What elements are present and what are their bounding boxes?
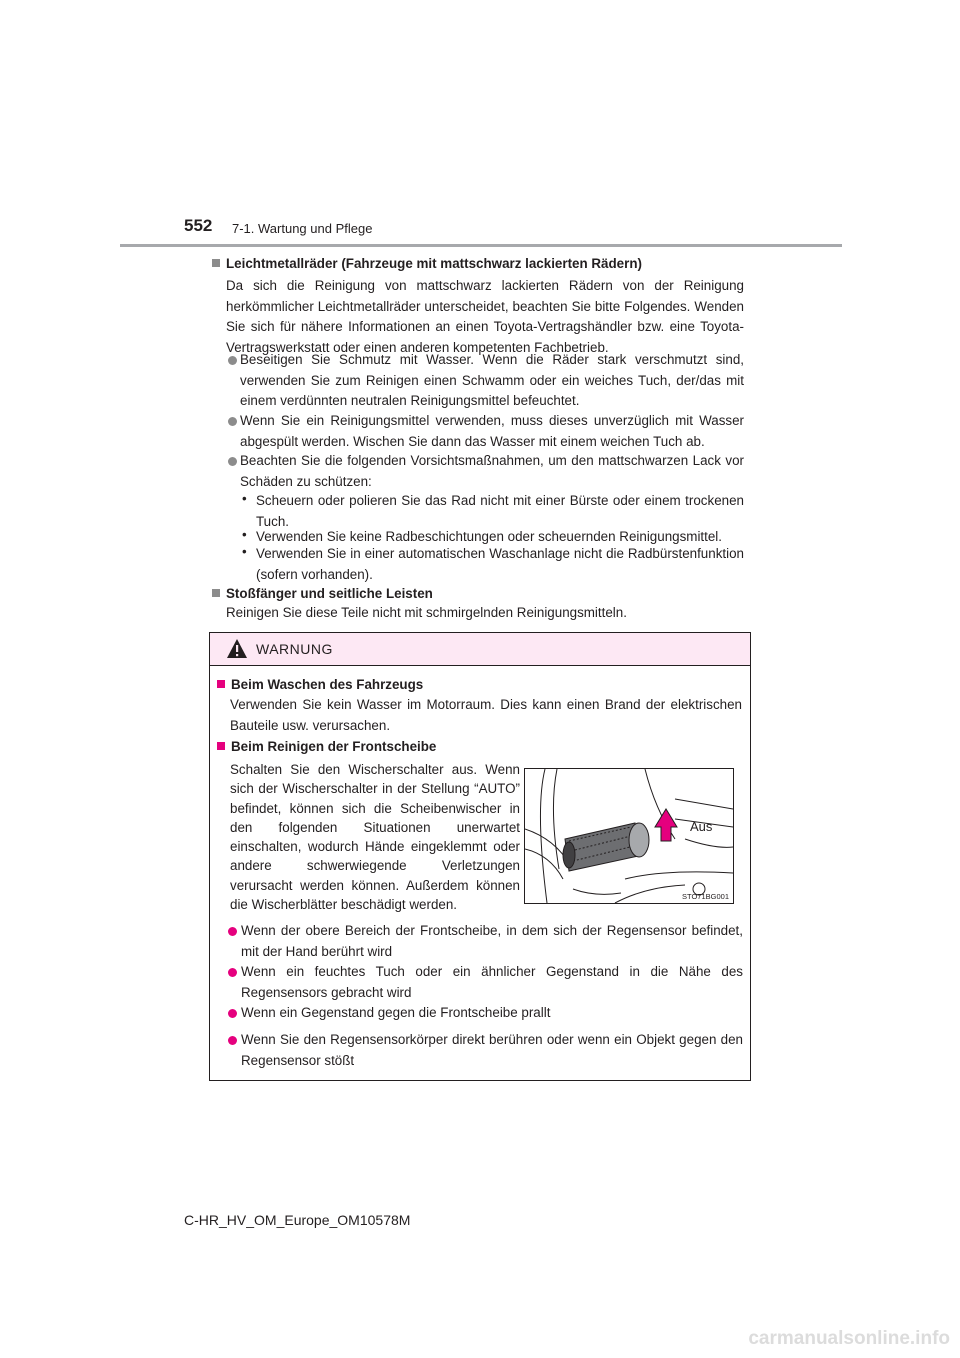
figure-code: STO71BG001 bbox=[682, 892, 729, 901]
wiper-switch-figure bbox=[524, 768, 734, 904]
bullet-icon bbox=[228, 417, 237, 426]
warning-triangle-icon bbox=[226, 638, 248, 659]
section-title: 7-1. Wartung und Pflege bbox=[232, 221, 373, 236]
bullet-icon bbox=[228, 356, 237, 365]
warning-bullet-3: Wenn ein Gegenstand gegen die Frontscheibe prallt bbox=[241, 1005, 551, 1020]
warning-bullet-1: Wenn der obere Bereich der Frontscheibe, in dem sich der Regensensor befindet, mit der Hand berührt wird bbox=[241, 923, 743, 959]
alloy-bullet-2: Wenn Sie ein Reinigungsmittel verwenden, muss dieses unverzüglich mit Wasser abgespült werden. Wischen Sie dann das Wasser mit einem weichen Tuch ab. bbox=[240, 413, 744, 449]
alloy-sub-item-1: Scheuern oder polieren Sie das Rad nicht mit einer Bürste oder einem trockenen Tuch. bbox=[256, 493, 744, 529]
bullet-icon bbox=[228, 1036, 237, 1045]
bullet-icon bbox=[228, 968, 237, 977]
sub-bullet-dot: • bbox=[242, 527, 247, 542]
document-id: C-HR_HV_OM_Europe_OM10578M bbox=[184, 1212, 411, 1228]
alloy-heading: Leichtmetallräder (Fahrzeuge mit mattschwarz lackierten Rädern) bbox=[212, 256, 642, 271]
warning-bullet-2: Wenn ein feuchtes Tuch oder ein ähnlicher Gegenstand in die Nähe des Regensensors gebracht wird bbox=[241, 964, 743, 1000]
alloy-bullet-3: Beachten Sie die folgenden Vorsichtsmaßnahmen, um den mattschwarzen Lack vor Schäden zu schützen: bbox=[240, 453, 744, 489]
sub-bullet-dot: • bbox=[242, 544, 247, 559]
wash-heading: Beim Waschen des Fahrzeugs bbox=[217, 677, 423, 692]
wiper-switch-illustration bbox=[525, 769, 733, 903]
warning-box bbox=[209, 632, 751, 1081]
sub-bullet-dot: • bbox=[242, 491, 247, 506]
page-number: 552 bbox=[184, 216, 213, 235]
windshield-text: Schalten Sie den Wischerschalter aus. Wenn sich der Wischerschalter in der Stellung “AUTO” befindet, können sich die Scheibenwischer in den folgenden Situationen unerwartet einschalten, wodurch Hände eingeklemmt oder andere schwerwiegende Verletzungen verursacht werden können. Außerdem können die Wischerblätter beschädigt werden. bbox=[230, 762, 520, 913]
bullet-icon bbox=[228, 457, 237, 466]
square-bullet-icon bbox=[212, 589, 220, 597]
bumper-text: Reinigen Sie diese Teile nicht mit schmirgelnden Reinigungsmitteln. bbox=[226, 605, 627, 620]
warning-title: WARNUNG bbox=[256, 641, 333, 657]
warning-header bbox=[210, 633, 750, 666]
figure-label-off: Aus bbox=[690, 819, 713, 834]
wash-text: Verwenden Sie kein Wasser im Motorraum. Dies kann einen Brand der elektrischen Bauteile usw. verursachen. bbox=[230, 697, 742, 733]
watermark: carmanualsonline.info bbox=[748, 1328, 950, 1349]
square-bullet-icon bbox=[212, 259, 220, 267]
square-bullet-icon bbox=[217, 680, 225, 688]
bumper-heading: Stoßfänger und seitliche Leisten bbox=[212, 586, 433, 601]
alloy-bullet-1: Beseitigen Sie Schmutz mit Wasser. Wenn die Räder stark verschmutzt sind, verwenden Sie zum Reinigen einen Schwamm oder ein weiches Tuch, der/das mit einem verdünnten neutralen Reinigungsmittel befeuchtet. bbox=[240, 352, 744, 408]
bullet-icon bbox=[228, 1009, 237, 1018]
windshield-heading: Beim Reinigen der Frontscheibe bbox=[217, 739, 436, 754]
warning-bullet-4: Wenn Sie den Regensensorkörper direkt berühren oder wenn ein Objekt gegen den Regensensor stößt bbox=[241, 1032, 743, 1068]
alloy-intro: Da sich die Reinigung von mattschwarz lackierten Rädern von der Reinigung herkömmlicher Leichtmetallräder unterscheidet, beachten Sie bitte Folgendes. Wenden Sie sich für nähere Informationen an einen Toyota-Vertragshändler bzw. eine Toyota-Vertragswerkstatt oder einen anderen kompetenten Fachbetrieb. bbox=[226, 278, 744, 355]
alloy-sub-item-3: Verwenden Sie in einer automatischen Waschanlage nicht die Radbürstenfunktion (sofern vorhanden). bbox=[256, 546, 744, 582]
bullet-icon bbox=[228, 927, 237, 936]
square-bullet-icon bbox=[217, 742, 225, 750]
header-divider bbox=[120, 244, 842, 247]
alloy-sub-item-2: Verwenden Sie keine Radbeschichtungen oder scheuernden Reinigungsmittel. bbox=[256, 529, 723, 544]
